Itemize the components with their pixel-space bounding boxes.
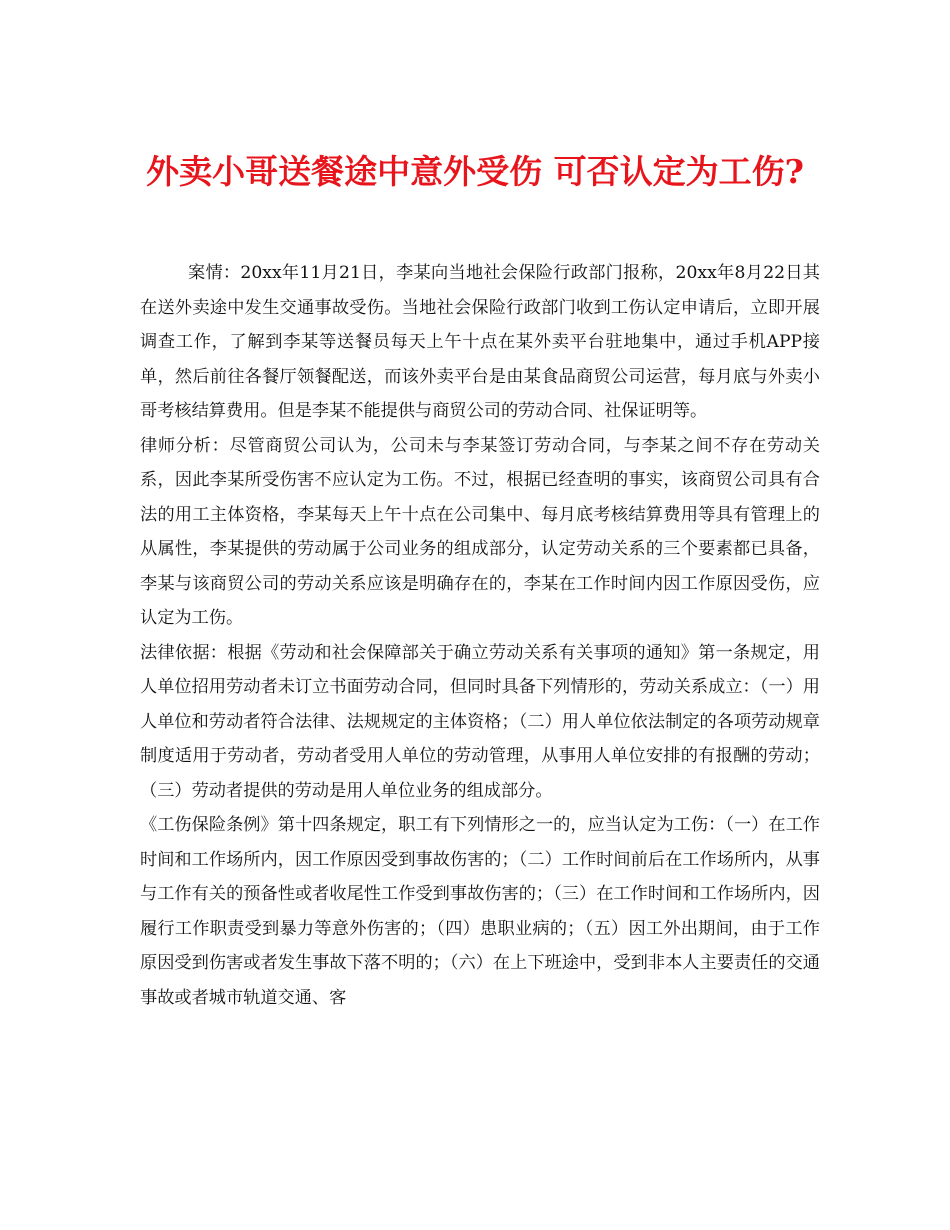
paragraph-lawyer-analysis: 律师分析：尽管商贸公司认为，公司未与李某签订劳动合同，与李某之间不存在劳动关系，因此李某所受伤害不应认定为工伤。不过，根据已经查明的事实，该商贸公司具有合法的用工主体资格，李某每天上午十点在公司集中、每月底考核结算费用等具有管理上的从属性，李某提供的劳动属于公司业务的组成部分，认定劳动关系的三个要素都已具备，李某与该商贸公司的劳动关系应该是明确存在的，李某在工作时间内因工作原因受伤，应认定为工伤。 [140, 435, 820, 628]
paragraph-work-injury-regulation: 《工伤保险条例》第十四条规定，职工有下列情形之一的，应当认定为工伤：（一）在工作时间和工作场所内，因工作原因受到事故伤害的；（二）工作时间前后在工作场所内，从事与工作有关的预备性或者收尾性工作受到事故伤害的；（三）在工作时间和工作场所内，因履行工作职责受到暴力等意外伤害的；（四）患职业病的；（五）因工外出期间，由于工作原因受到伤害或者发生事故下落不明的；（六）在上下班途中，受到非本人主要责任的交通事故或者城市轨道交通、客 [140, 815, 820, 1008]
paragraph-legal-basis: 法律依据：根据《劳动和社会保障部关于确立劳动关系有关事项的通知》第一条规定，用人单位招用劳动者未订立书面劳动合同，但同时具备下列情形的，劳动关系成立：（一）用人单位和劳动者符合法律、法规规定的主体资格；（二）用人单位依法制定的各项劳动规章制度适用于劳动者，劳动者受用人单位的劳动管理，从事用人单位安排的有报酬的劳动；（三）劳动者提供的劳动是用人单位业务的组成部分。 [140, 642, 820, 801]
document-body [140, 256, 820, 1015]
paragraph-case: 案情：20xx年11月21日，李某向当地社会保险行政部门报称，20xx年8月22日其在送外卖途中发生交通事故受伤。当地社会保险行政部门收到工伤认定申请后，立即开展调查工作，了解到李某等送餐员每天上午十点在某外卖平台驻地集中，通过手机APP接单，然后前往各餐厅领餐配送，而该外卖平台是由某食品商贸公司运营，每月底与外卖小哥考核结算费用。但是李某不能提供与商贸公司的劳动合同、社保证明等。 [140, 263, 820, 421]
document-title: 外卖小哥送餐途中意外受伤 可否认定为工伤? [146, 152, 804, 192]
